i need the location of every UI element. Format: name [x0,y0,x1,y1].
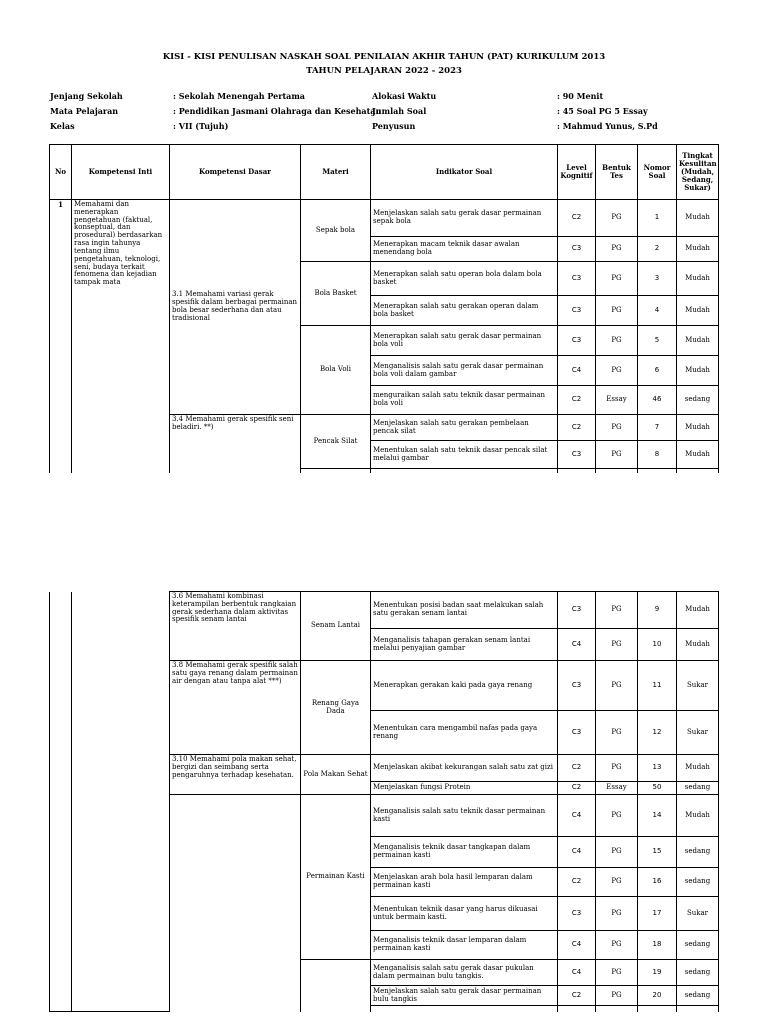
tingkat-kesulitan: Mudah [677,262,719,296]
materi-voli: Bola Voli [301,326,371,415]
nomor-soal: 50 [638,782,677,795]
nomor-soal: 17 [638,897,677,931]
nomor-soal: 20 [638,986,677,1006]
meta-jumlah: Jumlah Soal : 45 Soal PG 5 Essay [372,106,648,116]
level-kognitif: C3 [558,237,596,262]
indikator: Menentukan posisi badan saat melakukan salah satu gerakan senam lantai [371,592,558,629]
nomor-soal: 14 [638,795,677,837]
level-kognitif: C2 [558,782,596,795]
nomor-soal: 7 [638,415,677,441]
level-kognitif: C4 [558,356,596,386]
indikator: Menentukan salah satu teknik dasar pencak silat melalui gambar [371,441,558,469]
nomor-soal: 11 [638,661,677,711]
nomor-soal: 12 [638,711,677,755]
level-kognitif: C2 [558,986,596,1006]
row-number-continued [50,592,72,1012]
nomor-soal: 13 [638,755,677,782]
tingkat-kesulitan: Mudah [677,415,719,441]
header-bentuk: Bentuk Tes [596,145,638,200]
meta-mapel: Mata Pelajaran : Pendidikan Jasmani Olahraga dan Kesehatan [50,106,382,116]
kompetensi-dasar-3-8: 3.8 Memahami gerak spesifik salah satu gaya renang dalam permainan air dengan atau tanpa alat ***) [170,661,301,755]
table-header-row [50,145,719,200]
level-kognitif: C3 [558,326,596,356]
bentuk-tes: PG [596,661,638,711]
nomor-soal: 19 [638,960,677,986]
bentuk-tes: PG [596,326,638,356]
nomor-soal: 8 [638,441,677,469]
indikator: Menganalisis tahapan gerakan senam lantai melalui penyajian gambar [371,629,558,661]
meta-jenjang: Jenjang Sekolah : Sekolah Menengah Pertama [50,91,305,101]
bentuk-tes: PG [596,296,638,326]
bentuk-tes: PG [596,755,638,782]
level-kognitif: C4 [558,960,596,986]
tingkat-kesulitan: sedang [677,868,719,897]
bentuk-tes: PG [596,441,638,469]
tingkat-kesulitan: sedang [677,931,719,960]
nomor-soal: 9 [638,592,677,629]
bentuk-tes: Essay [596,386,638,415]
row-number: 1 [50,200,72,473]
nomor-soal: 5 [638,326,677,356]
nomor-soal: 18 [638,931,677,960]
level-kognitif: C3 [558,661,596,711]
level-kognitif: C3 [558,711,596,755]
tingkat-kesulitan: Mudah [677,237,719,262]
document-title: KISI - KISI PENULISAN NASKAH SOAL PENILAIAN AKHIR TAHUN (PAT) KURIKULUM 2013 [162,52,606,62]
indikator: Menganalisis salah satu teknik dasar permainan kasti [371,795,558,837]
kompetensi-dasar-3-1: 3.1 Memahami variasi gerak spesifik dalam berbagai permainan bola besar sederhana dan atau tradisional [170,200,301,415]
indikator: Menjelaskan akibat kekurangan salah satu zat gizi [371,755,558,782]
materi-pola-makan: Pola Makan Sehat [301,755,371,795]
kisi-table-page1 [49,144,719,473]
indikator: Menentukan cara mengambil nafas pada gaya renang [371,711,558,755]
nomor-soal: 15 [638,837,677,868]
indikator: Menerapkan salah satu operan bola dalam bola basket [371,262,558,296]
nomor-soal: 6 [638,356,677,386]
header-nomor: Nomor Soal [638,145,677,200]
tingkat-kesulitan: Mudah [677,296,719,326]
bentuk-tes: PG [596,868,638,897]
kompetensi-inti-continued [72,592,170,1012]
kompetensi-dasar-3-6: 3.6 Memahami kombinasi keterampilan berbentuk rangkaian gerak sederhana dalam aktivitas spesifik senam lantai [170,592,301,661]
table-row [50,592,719,629]
indikator: Menjelaskan salah satu gerak dasar permainan sepak bola [371,200,558,237]
indikator: Menjelaskan salah satu gerak dasar permainan bulu tangkis [371,986,558,1006]
bentuk-tes: PG [596,986,638,1006]
tingkat-kesulitan: Sukar [677,711,719,755]
materi-renang: Renang Gaya Dada [301,661,371,755]
tingkat-kesulitan: Mudah [677,356,719,386]
kompetensi-dasar-empty [170,795,301,1012]
bentuk-tes: PG [596,356,638,386]
tingkat-kesulitan: Mudah [677,795,719,837]
indikator: Menerapkan macam teknik dasar awalan menendang bola [371,237,558,262]
nomor-soal: 4 [638,296,677,326]
header-materi: Materi [301,145,371,200]
level-kognitif: C3 [558,441,596,469]
tingkat-kesulitan: Mudah [677,441,719,469]
kompetensi-inti: Memahami dan menerapkan pengetahuan (faktual, konseptual, dan prosedural) berdasarkan rasa ingin tahunya tentang ilmu pengetahuan, teknologi, seni, budaya terkait fenomena dan kejadian tampak mata [72,200,170,473]
header-ki: Kompetensi Inti [72,145,170,200]
indikator: Menganalisis salah satu gerak dasar pukulan dalam permainan bulu tangkis. [371,960,558,986]
header-level: Level Kognitif [558,145,596,200]
document-subtitle: TAHUN PELAJARAN 2022 - 2023 [306,66,462,76]
indikator: Menerapkan salah satu gerakan operan dalam bola basket [371,296,558,326]
indikator: Menjelaskan salah satu gerakan pembelaan pencak silat [371,415,558,441]
level-kognitif: C2 [558,415,596,441]
meta-alokasi: Alokasi Waktu : 90 Menit [372,91,604,101]
materi-silat: Pencak Silat [301,415,371,469]
tingkat-kesulitan: Mudah [677,592,719,629]
nomor-soal: 16 [638,868,677,897]
bentuk-tes: PG [596,415,638,441]
nomor-soal: 2 [638,237,677,262]
bentuk-tes: Essay [596,782,638,795]
kisi-table-page2 [49,591,719,1012]
tingkat-kesulitan: sedang [677,960,719,986]
tingkat-kesulitan: Sukar [677,661,719,711]
level-kognitif: C4 [558,795,596,837]
indikator: Menerapkan salah satu gerak dasar permainan bola voli [371,326,558,356]
level-kognitif: C3 [558,296,596,326]
tingkat-kesulitan: Mudah [677,755,719,782]
meta-penyusun: Penyusun : Mahmud Yunus, S.Pd [372,121,658,131]
bentuk-tes: PG [596,237,638,262]
level-kognitif: C2 [558,868,596,897]
level-kognitif: C3 [558,592,596,629]
indikator: Menentukan teknik dasar yang harus dikuasai untuk bermain kasti. [371,897,558,931]
tingkat-kesulitan: sedang [677,837,719,868]
indikator: Menganalisis teknik dasar tangkapan dalam permainan kasti [371,837,558,868]
bentuk-tes: PG [596,200,638,237]
tingkat-kesulitan: Mudah [677,629,719,661]
level-kognitif: C2 [558,755,596,782]
materi-senam: Senam Lantai [301,592,371,661]
materi-basket: Bola Basket [301,262,371,326]
materi-badminton [301,960,371,1012]
materi-sepakbola: Sepak bola [301,200,371,262]
tingkat-kesulitan: sedang [677,386,719,415]
meta-kelas: Kelas : VII (Tujuh) [50,121,229,131]
nomor-soal: 1 [638,200,677,237]
indikator: Menganalisis teknik dasar lemparan dalam permainan kasti [371,931,558,960]
bentuk-tes: PG [596,960,638,986]
level-kognitif: C4 [558,931,596,960]
indikator: Menerapkan gerakan kaki pada gaya renang [371,661,558,711]
bentuk-tes: PG [596,592,638,629]
kompetensi-dasar-3-4: 3.4 Memahami gerak spesifik seni beladiri. **) [170,415,301,473]
bentuk-tes: PG [596,897,638,931]
header-no: No [50,145,72,200]
tingkat-kesulitan: sedang [677,782,719,795]
nomor-soal: 46 [638,386,677,415]
materi-kasti: Permainan Kasti [301,795,371,960]
tingkat-kesulitan: Sukar [677,897,719,931]
header-indikator: Indikator Soal [371,145,558,200]
level-kognitif: C2 [558,200,596,237]
level-kognitif: C4 [558,629,596,661]
kompetensi-dasar-3-10: 3.10 Memahami pola makan sehat, bergizi dan seimbang serta pengaruhnya terhadap kesehatan. [170,755,301,795]
indikator: Menjelaskan arah bola hasil lemparan dalam permainan kasti [371,868,558,897]
bentuk-tes: PG [596,795,638,837]
bentuk-tes: PG [596,931,638,960]
level-kognitif: C3 [558,897,596,931]
tingkat-kesulitan: Mudah [677,326,719,356]
indikator: Menjelaskan fungsi Protein [371,782,558,795]
level-kognitif: C3 [558,262,596,296]
level-kognitif: C4 [558,837,596,868]
bentuk-tes: PG [596,837,638,868]
level-kognitif: C2 [558,386,596,415]
table-row [50,200,719,237]
nomor-soal: 3 [638,262,677,296]
header-tingkat: Tingkat Kesulitan (Mudah, Sedang, Sukar) [677,145,719,200]
bentuk-tes: PG [596,711,638,755]
tingkat-kesulitan: sedang [677,986,719,1006]
indikator: Menganalisis salah satu gerak dasar permainan bola voli dalam gambar [371,356,558,386]
header-kd: Kompetensi Dasar [170,145,301,200]
bentuk-tes: PG [596,629,638,661]
indikator: menguraikan salah satu teknik dasar permainan bola voli [371,386,558,415]
bentuk-tes: PG [596,262,638,296]
nomor-soal: 10 [638,629,677,661]
tingkat-kesulitan: Mudah [677,200,719,237]
